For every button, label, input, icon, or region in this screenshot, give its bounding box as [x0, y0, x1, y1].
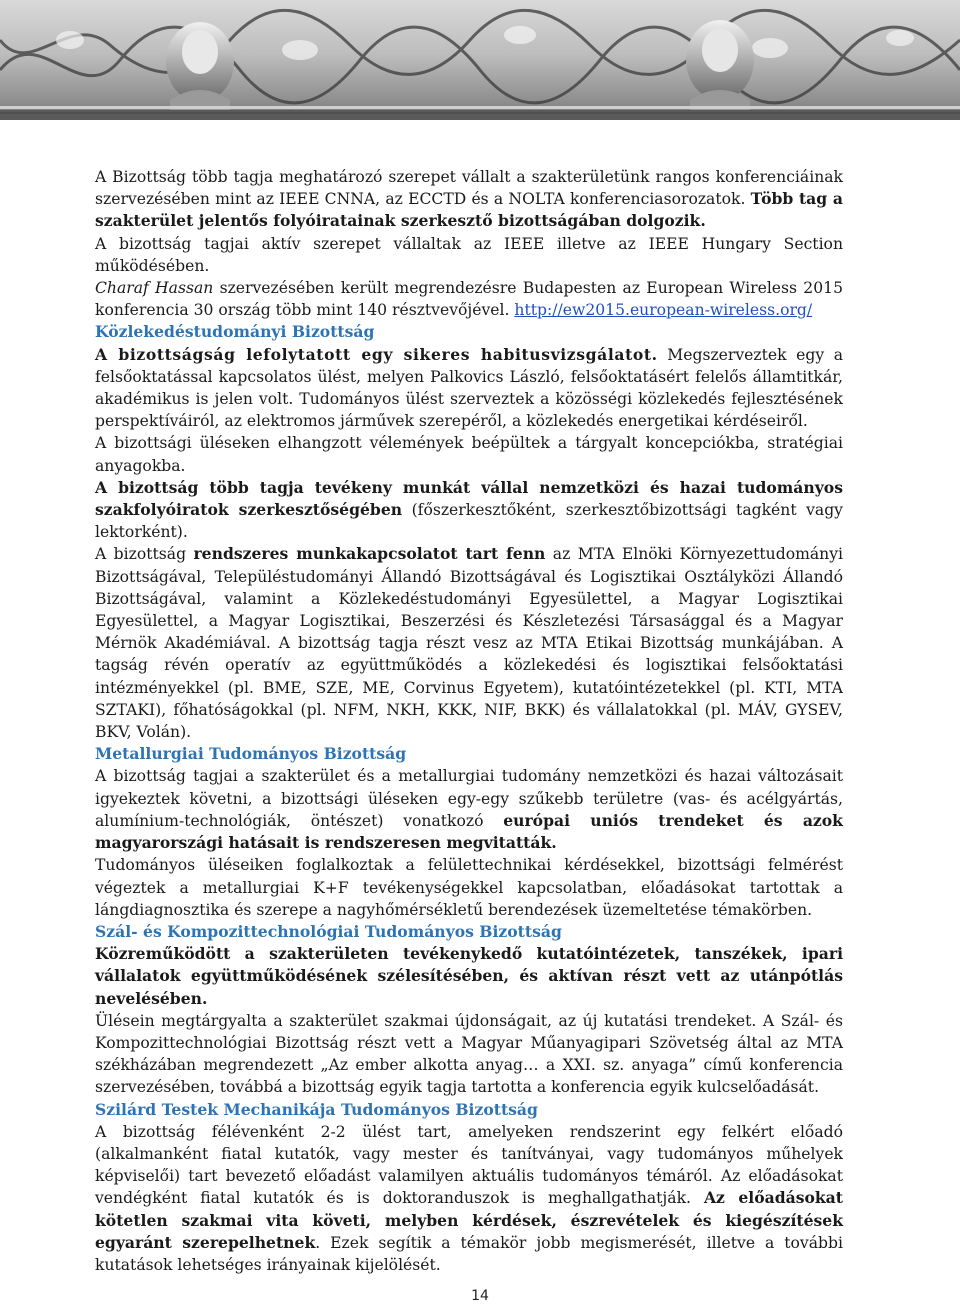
document-body — [95, 166, 843, 1276]
bold-text-run: rendszeres munkakapcsolatot tart fenn — [193, 544, 546, 564]
text-run: (főszerkesztőként, szerkesztőbizottsági tagként vagy lektorként). — [95, 501, 843, 542]
page-number: 14 — [471, 1288, 489, 1304]
text-run: Megszerveztek egy a felsőoktatással kapcsolatos ülést, melyen Palkovics László, felsőoktatásért felelős államtitkár, akadémikus is jelen volt. Tudományos ülést szerveztek a közösségi közlekedés fejlesztésének perspektíváiról, az elektromos járművek szerepéről, a közlekedés energetikai kérdéseiről. — [95, 345, 844, 431]
paragraph-mechanika — [95, 1121, 843, 1276]
bold-text-run: Több tag a szakterület jelentős folyóiratainak szerkesztő bizottságában dolgozik. — [95, 189, 843, 231]
section-heading-kompozit: Szál- és Kompozittechnológiai Tudományos Bizottság — [95, 921, 562, 941]
ornamental-frieze-icon — [0, 0, 960, 120]
paragraph-european-wireless — [95, 277, 843, 321]
text-run: A bizottság félévenként 2-2 ülést tart, amelyeken rendszerint egy felkért előadó (alkalmanként fiatal kutatók, vagy mester és tanítványai, vagy tudományos műhelyek képviselői) tart bevezető előadást valamilyen aktuális tudományos témáról. Az előadásokat vendégként fiatal kutatók és is doktoranduszok is meghallgathatják. — [95, 1122, 843, 1208]
bold-text-run: A bizottság több tagja tevékeny munkát vállal nemzetközi és hazai tudományos szakfolyóiratok szerkesztőségében — [95, 477, 843, 520]
text-run: A Bizottság több tagja meghatározó szerepet vállalt a szakterületünk rangos konferenciáinak szervezésében mint az IEEE CNNA, az ECCTD és a NOLTA konferenciasorozatok. — [95, 168, 843, 209]
ornamental-frieze-banner — [0, 0, 960, 120]
section-heading-kozlekedes: Közlekedéstudományi Bizottság — [95, 322, 375, 342]
paragraph-editorial — [95, 477, 843, 544]
paragraph-ieee-section: A bizottság tagjai aktív szerepet vállaltak az IEEE illetve az IEEE Hungary Section működésében. — [95, 234, 843, 275]
european-wireless-link[interactable]: http://ew2015.european-wireless.org/ — [514, 301, 813, 320]
paragraph-metallurgy-sessions: Tudományos üléseiken foglalkoztak a felülettechnikai kérdésekkel, bizottsági felmérést végeztek a metallurgiai K+F tevékenységekkel kapcsolatban, előadásokat tartottak a lángdiagnosztika és szerepe a nagyhőmérsékletű berendezések üzemeltetése témakörben. — [95, 856, 843, 919]
bold-text-run: A bizottságság lefolytatott egy sikeres habitusvizsgálatot. — [95, 344, 658, 364]
bold-text-run: európai uniós trendeket és azok magyarországi hatásait is rendszeresen megvitatták. — [95, 810, 843, 853]
paragraph-kompozit-bold: Közreműködött a szakterületen tevékenykedő kutatóintézetek, tanszékek, ipari vállalatok együttműködésének szélesítésében, és aktívan részt vett az utánpótlás nevelésében. — [95, 944, 843, 1008]
text-run: . Ezek segítik a témakör jobb megismerését, illetve a további kutatások lehetséges irányainak kijelölését. — [95, 1233, 843, 1274]
paragraph-habitus — [95, 344, 843, 433]
paragraph-kompozit-sessions: Ülésein megtárgyalta a szakterület szakmai újdonságait, az új kutatási trendeket. A Szál- és Kompozittechnológiai Bizottság részt vett a Magyar Műanyagipari Szövetség által az MTA székházában megrendezett „Az ember alkotta anyag… a XXI. sz. anyaga” című konferencia szervezésében, továbbá a bizottság egyik tagja tartotta a konferencia egyik kulcselőadását. — [95, 1011, 843, 1097]
section-heading-metallurgia: Metallurgiai Tudományos Bizottság — [95, 744, 407, 764]
paragraph-text: szervezésében került megrendezésre Budapesten az European Wireless 2015 konferencia 30 ország több mint 140 résztvevőjével. — [95, 279, 843, 320]
text-run: A bizottság tagjai a szakterület és a metallurgiai tudomány nemzetközi és hazai változásait igyekeztek követni, a bizottsági üléseken egy-egy szűkebb területre (vas- és acélgyártás, alumínium-technológiák, öntészet) vonatkozó — [95, 767, 843, 830]
paragraph-metallurgy-trends — [95, 765, 843, 854]
bold-text-run: Az előadásokat kötetlen szakmai vita követi, melyben kérdések, észrevételek és kiegészítések egyaránt szerepelhetnek — [95, 1188, 843, 1252]
paragraph-cooperation — [95, 543, 843, 743]
section-heading-mechanika: Szilárd Testek Mechanikája Tudományos Bizottság — [95, 1099, 538, 1119]
text-run: A bizottság — [95, 545, 194, 564]
paragraph-opinions: A bizottsági üléseken elhangzott vélemények beépültek a tárgyalt koncepciókba, stratégiai anyagokba. — [95, 434, 843, 475]
person-name: Charaf Hassan — [95, 279, 214, 298]
paragraph-conferences — [95, 166, 843, 233]
text-run: az MTA Elnöki Környezettudományi Bizottságával, Településtudományi Állandó Bizottságával és Logisztikai Osztályközi Állandó Bizottságával, valamint a Közlekedéstudományi Egyesülettel, a Magyar Logisztikai Egyesülettel, a Magyar Logisztikai, Beszerzési és Készletezési Társasággal és a Magyar Mérnök Akadémiával. A bizottság tagja részt vesz az MTA Etikai Bizottság munkájában. A tagság révén operatív az együttműködés a közlekedési és logisztikai felsőoktatási intézményekkel (pl. BME, SZE, ME, Corvinus Egyetem), kutatóintézetekkel (pl. KTI, MTA SZTAKI), főhatóságokkal (pl. NFM, NKH, KKK, NIF, BKK) és vállalatokkal (pl. MÁV, GYSEV, BKV, Volán). — [95, 545, 844, 742]
